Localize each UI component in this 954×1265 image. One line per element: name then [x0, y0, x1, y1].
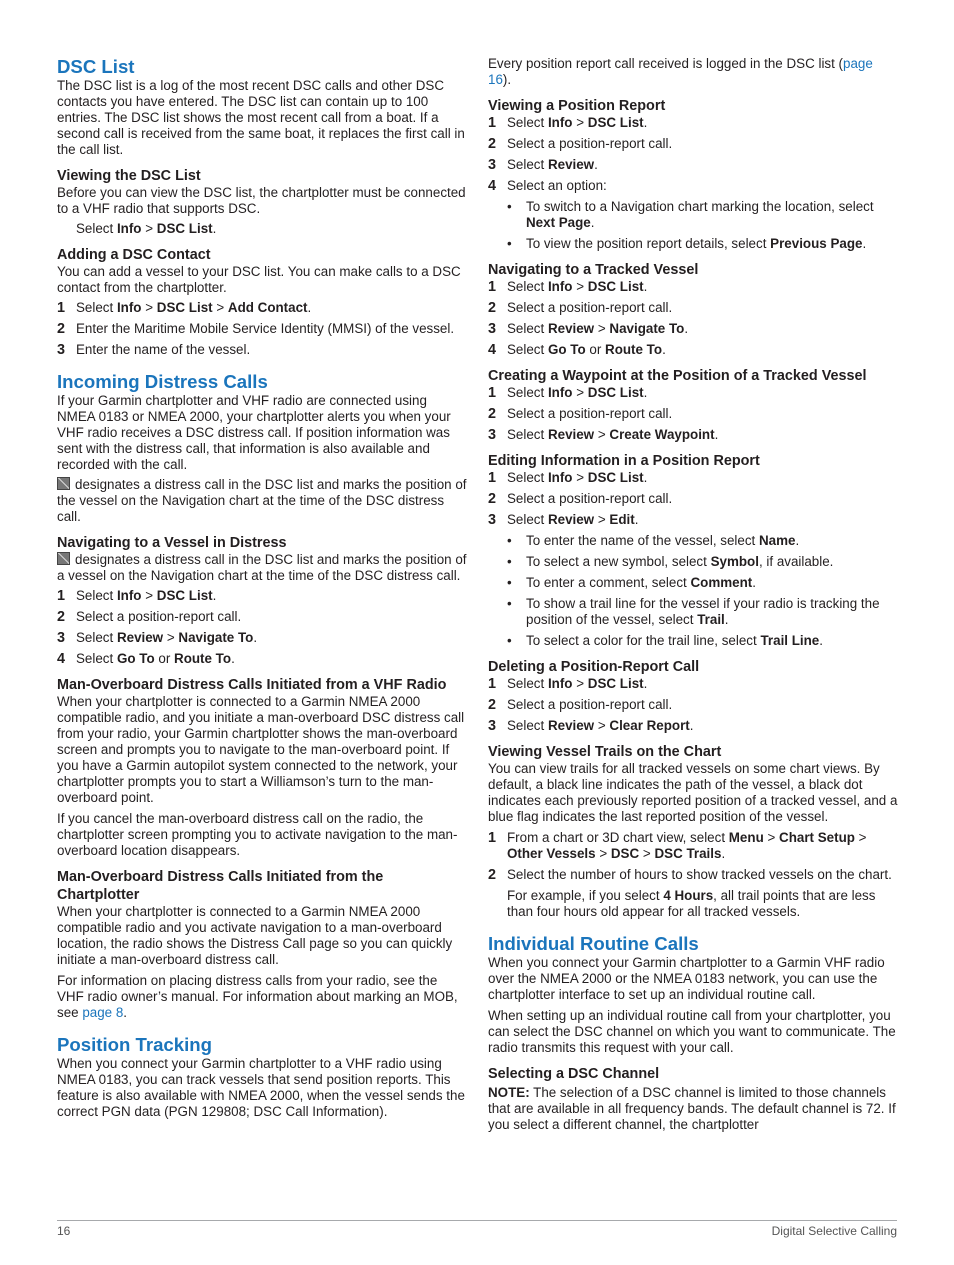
adding-step-3: 3 Enter the name of the vessel. [57, 342, 251, 358]
dsc-channel-note: NOTE: The selection of a DSC channel is limited to those channels that are available in all frequency bands. The default channel is 72. If you select a different channel, the chartplotter [488, 1085, 896, 1132]
chapter-title: Digital Selective Calling [771, 1224, 897, 1238]
viewing-dsc-list-text: Before you can view the DSC list, the chartplotter must be connected to a VHF radio that supports DSC. [57, 185, 466, 216]
page-8-link[interactable]: page 8 [82, 1005, 124, 1020]
waypoint-step-2: 2 Select a position-report call. [488, 406, 673, 422]
nav-tracked-step-3: 3 Select Review > Navigate To. [488, 321, 689, 337]
nav-tracked-step-2: 2 Select a position-report call. [488, 300, 673, 316]
mob-chartplotter-text-2: For information on placing distress calls from your radio, see the VHF radio owner’s manual. For information about marking an MOB, see page 8. [57, 973, 458, 1020]
dsc-channel-heading: Selecting a DSC Channel [488, 1066, 660, 1082]
editing-heading: Editing Information in a Position Report [488, 453, 760, 469]
mob-vhf-text-1: When your chartplotter is connected to a Garmin NMEA 2000 compatible radio, and you initiate a man-overboard DSC distress call from your radio, your Garmin chartplotter shows the man-overboard screen and prompts you to navigate to the man-overboard point. If you have a Garmin autopilot system connected to the network, your chartplotter prompts you to start a Williamson’s turn to the man-overboard point. [57, 694, 465, 805]
distress-flag-icon [57, 552, 70, 565]
page-number: 16 [57, 1224, 71, 1238]
nav-tracked-step-1: 1 Select Info > DSC List. [488, 279, 648, 295]
mob-vhf-heading: Man-Overboard Distress Calls Initiated from a VHF Radio [57, 677, 447, 693]
footer-divider [57, 1220, 897, 1221]
viewing-dsc-list-heading: Viewing the DSC List [57, 168, 201, 184]
editing-step-3: 3 Select Review > Edit. [488, 512, 639, 528]
navigating-step-4: 4 Select Go To or Route To. [57, 651, 235, 667]
editing-option-4: • To show a trail line for the vessel if your radio is tracking the position of the vessel, select Trail. [507, 596, 880, 627]
viewing-report-step-1: 1 Select Info > DSC List. [488, 115, 648, 131]
position-report-intro: Every position report call received is logged in the DSC list (page 16). [488, 56, 873, 87]
dsc-list-intro: The DSC list is a log of the most recent DSC calls and other DSC contacts you have entered. The DSC list can contain up to 100 entries. The DSC list shows the most recent call from a boat. If a second call is received from the same boat, it replaces the first call in the call list. [57, 78, 465, 157]
adding-step-2: 2 Enter the Maritime Mobile Service Identity (MMSI) of the vessel. [57, 321, 455, 337]
editing-option-3: • To enter a comment, select Comment. [507, 575, 756, 590]
deleting-step-1: 1 Select Info > DSC List. [488, 676, 648, 692]
viewing-report-step-2: 2 Select a position-report call. [488, 136, 673, 152]
waypoint-step-1: 1 Select Info > DSC List. [488, 385, 648, 401]
viewing-dsc-list-instruction: Select Info > DSC List. [76, 221, 217, 236]
trails-text: You can view trails for all tracked vessels on some chart views. By default, a black line indicates the path of the vessel, a black dot indicates each previously reported position of a tracked vessel, and a blue flag indicates the last reported position of the vessel. [488, 761, 898, 824]
navigating-distress-text: designates a distress call in the DSC list and marks the position of a vessel on the Navigation chart at the time of the DSC distress call. [57, 552, 467, 583]
mob-vhf-text-2: If you cancel the man-overboard distress call on the radio, the chartplotter screen prompting you to activate navigation to the man-overboard location disappears. [57, 811, 458, 858]
trails-step-1: 1 From a chart or 3D chart view, select Menu > Chart Setup > Other Vessels > DSC > DSC Trails. [488, 830, 867, 861]
routine-calls-text-2: When setting up an individual routine call from your chartplotter, you can select the DSC channel on which you want to communicate. The radio transmits this request with your call. [488, 1008, 896, 1055]
waypoint-heading: Creating a Waypoint at the Position of a Tracked Vessel [488, 368, 867, 384]
adding-dsc-contact-heading: Adding a DSC Contact [57, 247, 211, 263]
editing-option-5: • To select a color for the trail line, select Trail Line. [507, 633, 823, 648]
editing-step-1: 1 Select Info > DSC List. [488, 470, 648, 486]
incoming-distress-heading: Incoming Distress Calls [57, 371, 268, 392]
right-column [488, 54, 898, 1133]
deleting-step-2: 2 Select a position-report call. [488, 697, 673, 713]
navigating-step-2: 2 Select a position-report call. [57, 609, 242, 625]
trails-example: For example, if you select 4 Hours, all trail points that are less than four hours old appear for all tracked vessels. [507, 888, 876, 919]
page-16-link[interactable]: page 16 [488, 56, 873, 87]
incoming-distress-icon-text: designates a distress call in the DSC list and marks the position of the vessel on the Navigation chart at the time of the DSC distress call. [57, 477, 467, 524]
routine-calls-heading: Individual Routine Calls [488, 933, 699, 954]
viewing-report-option-2: • To view the position report details, select Previous Page. [507, 236, 867, 251]
waypoint-step-3: 3 Select Review > Create Waypoint. [488, 427, 719, 443]
routine-calls-text-1: When you connect your Garmin chartplotter to a Garmin VHF radio over the NMEA 2000 or the NMEA 0183 network, you can use the chartplotter interface to set up an individual routine call. [488, 955, 885, 1002]
dsc-list-heading: DSC List [57, 56, 135, 77]
position-tracking-text: When you connect your Garmin chartplotter to a VHF radio using NMEA 0183, you can track vessels that send position reports. This feature is also available with NMEA 2000, when the vessel sends the correct PGN data (PGN 129808; DSC Call Information). [57, 1056, 465, 1119]
adding-dsc-contact-text: You can add a vessel to your DSC list. You can make calls to a DSC contact from the chartplotter. [57, 264, 461, 295]
editing-option-2: • To select a new symbol, select Symbol, if available. [507, 554, 834, 569]
trails-heading: Viewing Vessel Trails on the Chart [488, 744, 722, 760]
trails-step-2: 2 Select the number of hours to show tracked vessels on the chart. [488, 867, 892, 883]
nav-tracked-step-4: 4 Select Go To or Route To. [488, 342, 666, 358]
navigating-distress-heading: Navigating to a Vessel in Distress [57, 535, 287, 551]
viewing-report-option-1: • To switch to a Navigation chart marking the location, select Next Page. [507, 199, 874, 230]
deleting-step-3: 3 Select Review > Clear Report. [488, 718, 694, 734]
deleting-heading: Deleting a Position-Report Call [488, 659, 700, 675]
navigating-step-3: 3 Select Review > Navigate To. [57, 630, 258, 646]
viewing-report-step-3: 3 Select Review. [488, 157, 598, 173]
distress-flag-icon [57, 477, 70, 490]
position-tracking-heading: Position Tracking [57, 1034, 212, 1055]
editing-option-1: • To enter the name of the vessel, select Name. [507, 533, 800, 548]
editing-step-2: 2 Select a position-report call. [488, 491, 673, 507]
viewing-report-heading: Viewing a Position Report [488, 98, 666, 114]
nav-tracked-heading: Navigating to a Tracked Vessel [488, 262, 699, 278]
navigating-step-1: 1 Select Info > DSC List. [57, 588, 217, 604]
viewing-report-step-4: 4 Select an option: [488, 178, 607, 194]
adding-step-1: 1 Select Info > DSC List > Add Contact. [57, 300, 312, 316]
incoming-distress-text: If your Garmin chartplotter and VHF radio are connected using NMEA 0183 or NMEA 2000, your chartplotter alerts you when your VHF radio receives a DSC distress call. If position information was sent with the distress call, that information is also available and recorded with the call. [57, 393, 451, 472]
mob-chartplotter-text-1: When your chartplotter is connected to a Garmin NMEA 2000 compatible radio and you activate navigation to a man-overboard location, the radio shows the Distress Call page so you can quickly initiate a man-overboard distress call. [57, 904, 453, 967]
mob-chartplotter-heading: Man-Overboard Distress Calls Initiated from the Chartplotter [57, 869, 384, 903]
left-column [57, 54, 467, 1120]
